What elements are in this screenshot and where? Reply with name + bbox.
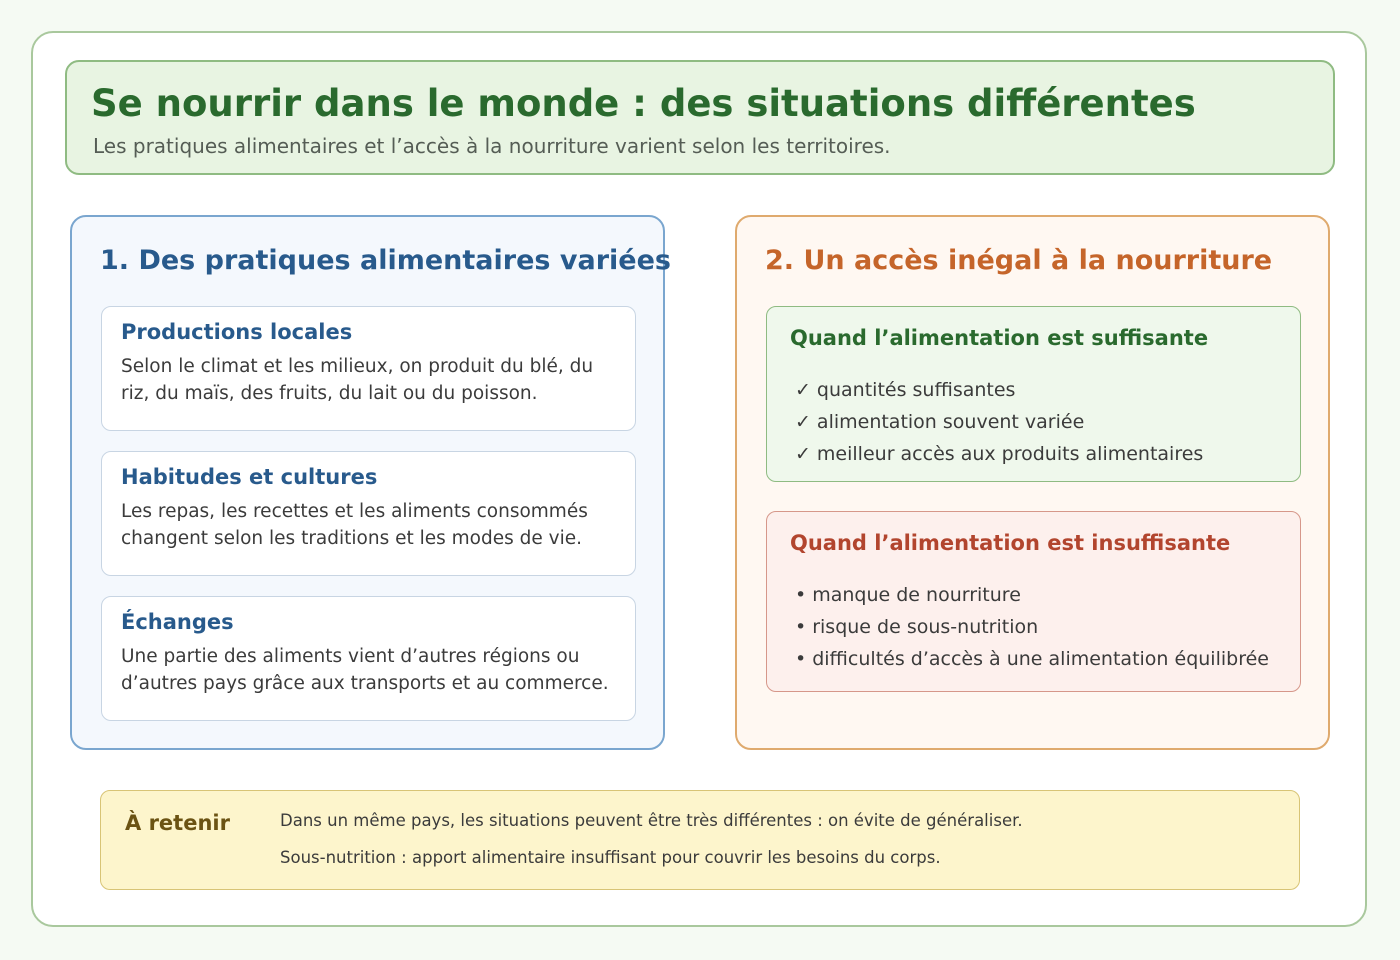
list-item-text: manque de nourriture — [812, 584, 1021, 606]
sufficient-title: Quand l’alimentation est suffisante — [790, 326, 1209, 350]
page-subtitle: Les pratiques alimentaires et l’accès à la nourriture varient selon les territoires. — [93, 134, 891, 158]
card-text: Les repas, les recettes et les aliments consommés changent selon les traditions et les modes de vie. — [121, 501, 588, 549]
insufficient-list — [795, 579, 1269, 675]
list-item — [795, 611, 1269, 643]
list-item — [795, 438, 1203, 470]
page-title: Se nourrir dans le monde : des situations différentes — [91, 82, 1196, 125]
panel-food-access — [735, 215, 1330, 750]
list-item-text: quantités suffisantes — [816, 379, 1016, 401]
key-takeaway-line: Dans un même pays, les situations peuvent être très différentes : on évite de généraliser. — [280, 811, 1023, 830]
check-icon: ✓ — [795, 411, 811, 433]
key-takeaway-box — [100, 790, 1300, 890]
list-item — [795, 406, 1203, 438]
list-item-text: alimentation souvent variée — [816, 411, 1085, 433]
bullet-icon: • — [795, 584, 807, 606]
list-item-text: difficultés d’accès à une alimentation équilibrée — [812, 648, 1269, 670]
card-local-production — [101, 306, 636, 431]
card-text: Selon le climat et les milieux, on produit du blé, du riz, du maïs, des fruits, du lait ou du poisson. — [121, 356, 594, 404]
bullet-icon: • — [795, 648, 807, 670]
header-banner — [65, 60, 1335, 175]
check-icon: ✓ — [795, 379, 811, 401]
panel-practices — [70, 215, 671, 750]
list-item — [795, 579, 1269, 611]
insufficient-title: Quand l’alimentation est insuffisante — [790, 531, 1231, 555]
insufficient-food-box — [766, 511, 1301, 692]
list-item — [795, 374, 1203, 406]
card-title: Habitudes et cultures — [121, 465, 378, 489]
sufficient-food-box — [766, 306, 1301, 482]
panel-access-title: 2. Un accès inégal à la nourriture — [765, 245, 1273, 276]
check-icon: ✓ — [795, 443, 811, 465]
card-title: Échanges — [121, 610, 234, 634]
panel-practices-title: 1. Des pratiques alimentaires variées — [100, 245, 671, 276]
card-exchanges — [101, 596, 636, 721]
list-item-text: meilleur accès aux produits alimentaires — [816, 443, 1204, 465]
list-item-text: risque de sous-nutrition — [812, 616, 1039, 638]
sufficient-list — [795, 374, 1203, 470]
key-takeaway-line: Sous-nutrition : apport alimentaire insuffisant pour couvrir les besoins du corps. — [280, 848, 941, 867]
card-text: Une partie des aliments vient d’autres régions ou d’autres pays grâce aux transports et au commerce. — [121, 646, 609, 694]
card-habits-cultures — [101, 451, 636, 576]
bullet-icon: • — [795, 616, 807, 638]
list-item — [795, 643, 1269, 675]
card-title: Productions locales — [121, 320, 353, 344]
key-takeaway-label: À retenir — [125, 811, 230, 835]
